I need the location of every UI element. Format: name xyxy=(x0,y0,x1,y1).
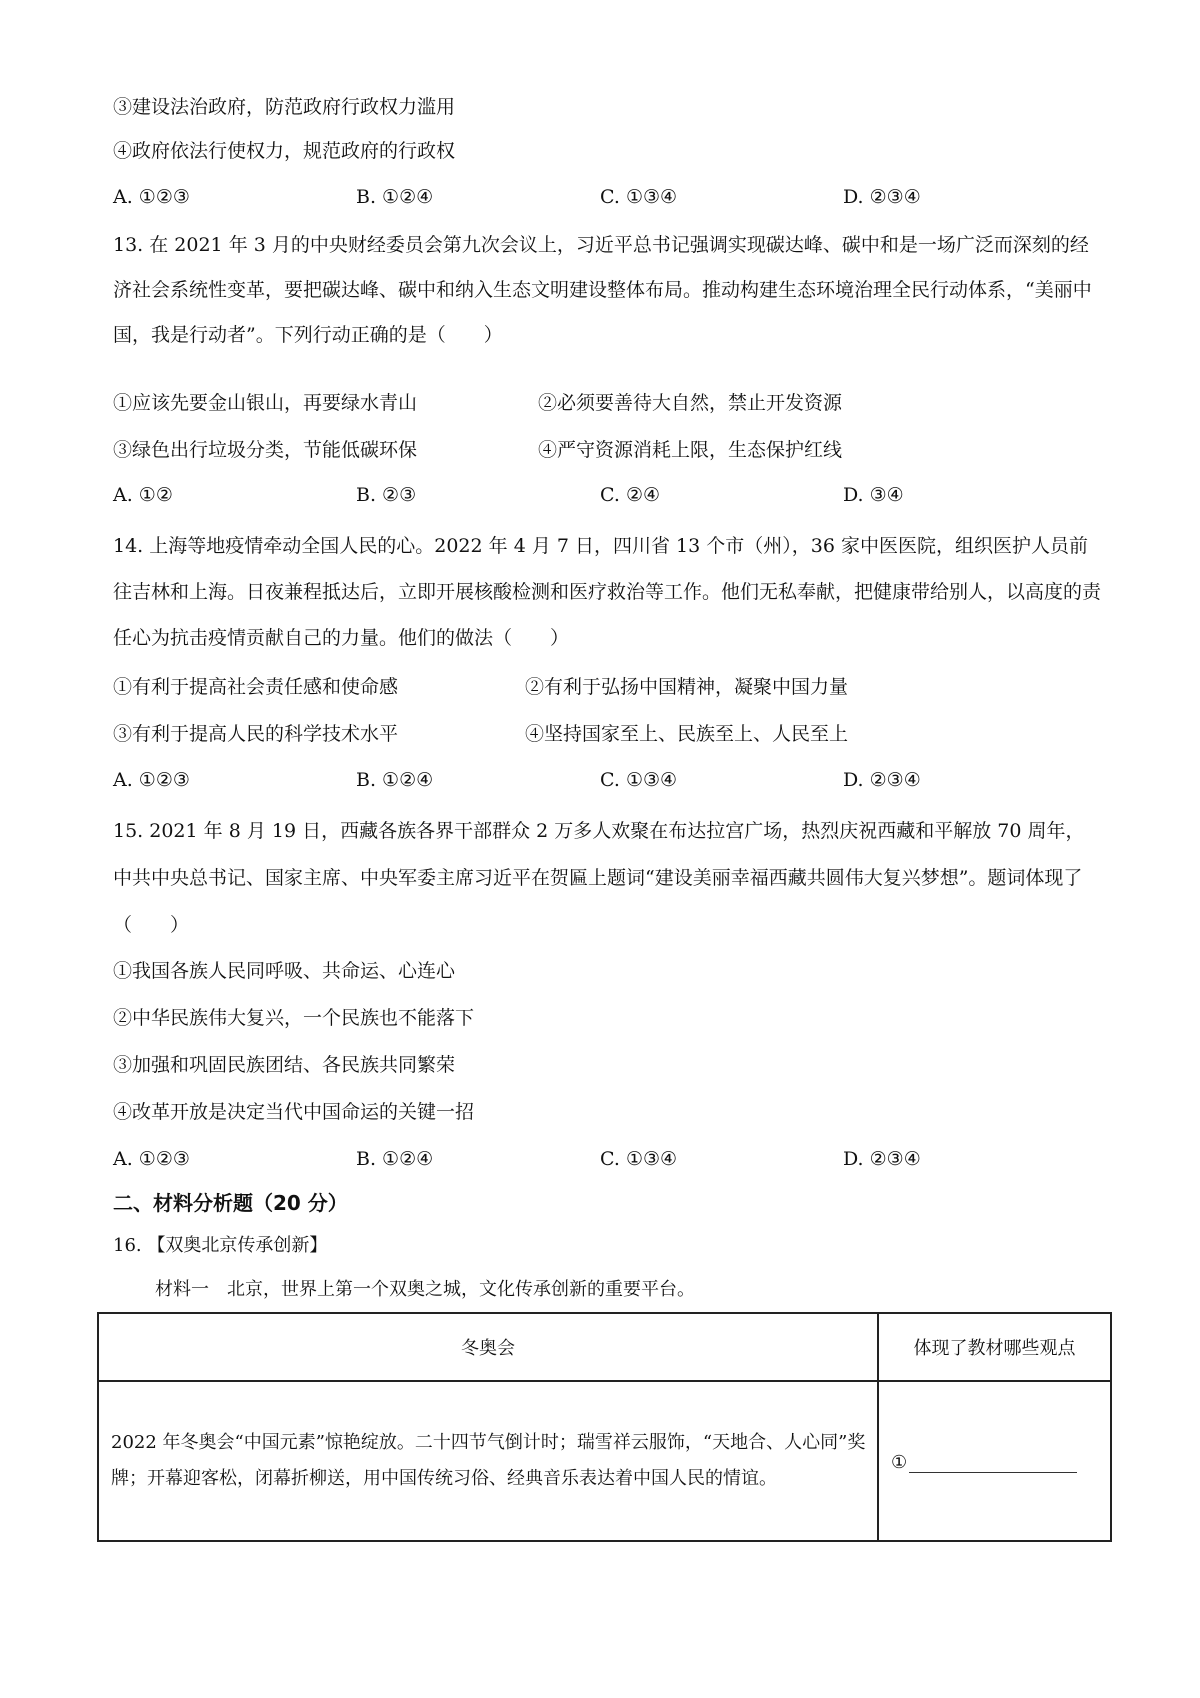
q16-material-1: 材料一 北京，世界上第一个双奥之城，文化传承创新的重要平台。 xyxy=(155,1279,695,1300)
table-header-row xyxy=(98,1313,1111,1381)
q15-stem: 15. 2021 年 8 月 19 日，西藏各族各界干部群众 2 万多人欢聚在布达拉宫广场，热烈庆祝西藏和平解放 70 周年，中共中央总书记、国家主席、中央军委主席习近平在贺匾上题词“建设美丽幸福西藏共圆伟大复兴梦想”。题词体现了（ ） xyxy=(113,820,1085,936)
q15-item-2: ②中华民族伟大复兴，一个民族也不能落下 xyxy=(113,1007,475,1029)
q13-stem: 13. 在 2021 年 3 月的中央财经委员会第九次会议上，习近平总书记强调实现碳达峰、碳中和是一场广泛而深刻的经济社会系统性变革，要把碳达峰、碳中和纳入生态文明建设整体布局。推动构建生态环境治理全民行动体系，“美丽中国，我是行动者”。下列行动正确的是（ ） xyxy=(113,234,1092,346)
q14-option-d[interactable]: D. ②③④ xyxy=(843,769,921,791)
q15-option-a[interactable]: A. ①②③ xyxy=(113,1148,190,1170)
q13-item-4: ④严守资源消耗上限，生态保护红线 xyxy=(538,439,843,461)
table-cell-answer xyxy=(878,1381,1111,1541)
q14-item-1: ①有利于提高社会责任感和使命感 xyxy=(113,676,399,698)
q13-options xyxy=(113,481,1113,509)
q13-option-c[interactable]: C. ②④ xyxy=(600,484,661,506)
q14-item-3: ③有利于提高人民的科学技术水平 xyxy=(113,723,399,745)
q13-item-3: ③绿色出行垃圾分类，节能低碳环保 xyxy=(113,439,418,461)
q15-options xyxy=(113,1145,1113,1173)
q15-item-4: ④改革开放是决定当代中国命运的关键一招 xyxy=(113,1101,475,1123)
q14-options xyxy=(113,766,1113,794)
q14-option-c[interactable]: C. ①③④ xyxy=(600,769,678,791)
q13-option-b[interactable]: B. ②③ xyxy=(356,484,417,506)
q13-option-d[interactable]: D. ③④ xyxy=(843,484,904,506)
section-2-heading: 二、材料分析题（20 分） xyxy=(113,1191,348,1215)
q12-item-4: ④政府依法行使权力，规范政府的行政权 xyxy=(113,140,456,162)
q14-option-a[interactable]: A. ①②③ xyxy=(113,769,190,791)
q15-item-1: ①我国各族人民同呼吸、共命运、心连心 xyxy=(113,960,456,982)
q12-option-d[interactable]: D. ②③④ xyxy=(843,186,921,208)
q16-material-table xyxy=(97,1312,1112,1542)
q14-stem: 14. 上海等地疫情牵动全国人民的心。2022 年 4 月 7 日，四川省 13 个市（州），36 家中医医院，组织医护人员前往吉林和上海。日夜兼程抵达后，立即开展核酸检测和医疗救治等工作。他们无私奉献，把健康带给别人，以高度的责任心为抗击疫情贡献自己的力量。他们的做法（ ） xyxy=(113,535,1102,649)
q15-option-c[interactable]: C. ①③④ xyxy=(600,1148,678,1170)
q16-title: 16. 【双奥北京传承创新】 xyxy=(113,1235,328,1256)
q15-option-b[interactable]: B. ①②④ xyxy=(356,1148,434,1170)
q14-item-2: ②有利于弘扬中国精神，凝聚中国力量 xyxy=(525,676,849,698)
table-header-viewpoints: 体现了教材哪些观点 xyxy=(878,1313,1111,1381)
q13-items-row-2 xyxy=(113,436,1113,464)
q12-option-b[interactable]: B. ①②④ xyxy=(356,186,434,208)
table-cell-material-text: 2022 年冬奥会“中国元素”惊艳绽放。二十四节气倒计时；瑞雪祥云服饰，“天地合、人心同”奖牌；开幕迎客松，闭幕折柳送，用中国传统习俗、经典音乐表达着中国人民的情谊。 xyxy=(98,1381,878,1541)
q12-option-c[interactable]: C. ①③④ xyxy=(600,186,678,208)
q15-option-d[interactable]: D. ②③④ xyxy=(843,1148,921,1170)
q14-items-row-1 xyxy=(113,673,1113,701)
q13-item-1: ①应该先要金山银山，再要绿水青山 xyxy=(113,392,418,414)
answer-blank-input[interactable] xyxy=(909,1450,1077,1473)
q13-option-a[interactable]: A. ①② xyxy=(113,484,173,506)
table-header-winter-olympics: 冬奥会 xyxy=(98,1313,878,1381)
q13-items-row-1 xyxy=(113,389,1113,417)
q12-option-a[interactable]: A. ①②③ xyxy=(113,186,190,208)
answer-marker: ① xyxy=(891,1451,908,1473)
table-row xyxy=(98,1381,1111,1541)
q14-item-4: ④坚持国家至上、民族至上、人民至上 xyxy=(525,723,849,745)
q12-options xyxy=(113,183,1113,211)
q14-option-b[interactable]: B. ①②④ xyxy=(356,769,434,791)
q14-items-row-2 xyxy=(113,720,1113,748)
q12-item-3: ③建设法治政府，防范政府行政权力滥用 xyxy=(113,96,456,118)
q15-item-3: ③加强和巩固民族团结、各民族共同繁荣 xyxy=(113,1054,456,1076)
q13-item-2: ②必须要善待大自然，禁止开发资源 xyxy=(538,392,843,414)
